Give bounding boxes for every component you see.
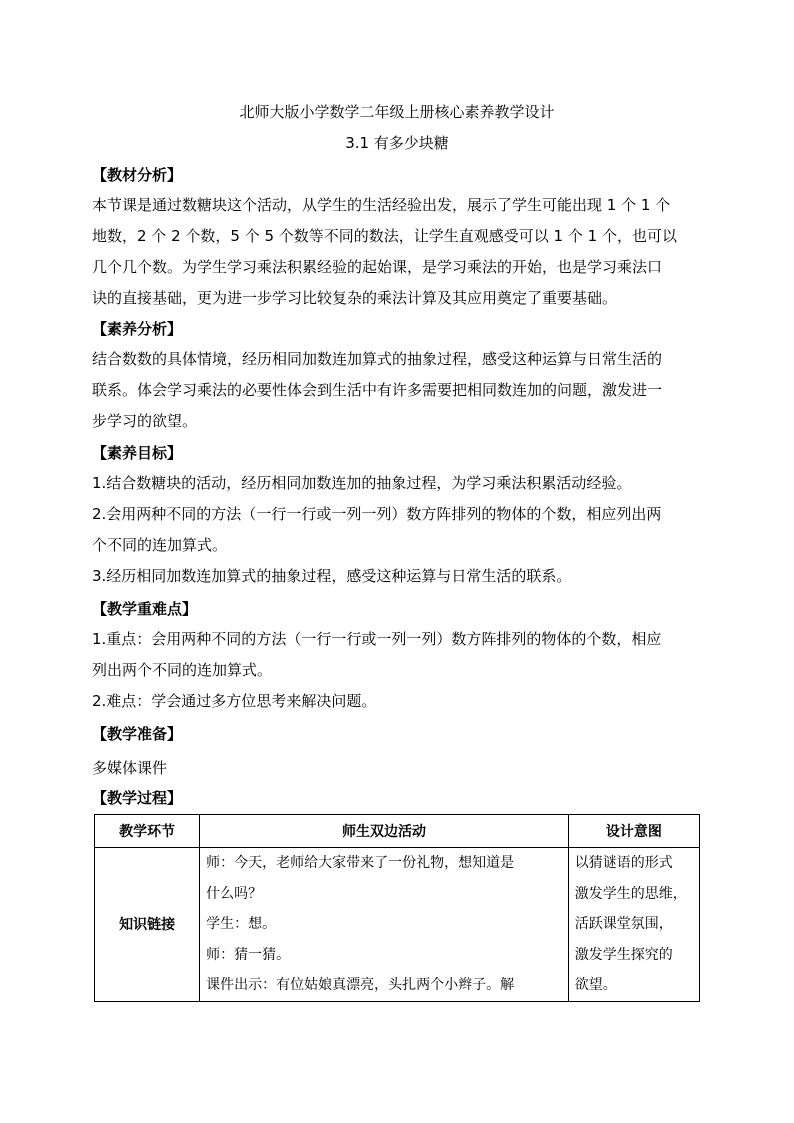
key-points-heading: 【教学重难点】 (92, 600, 198, 618)
key-point-line: 1.重点：会用两种不同的方法（一行一行或一列一列）数方阵排列的物体的个数，相应 (92, 630, 662, 648)
key-point-line: 2.难点：学会通过多方位思考来解决问题。 (92, 692, 377, 710)
header-activity: 师生双边活动 (200, 815, 569, 848)
key-points-paragraph (92, 624, 704, 717)
activity-line: 师：今天，老师给大家带来了一份礼物，想知道是 (206, 855, 515, 871)
stage-cell: 知识链接 (95, 848, 200, 1002)
literacy-line: 步学习的欲望。 (92, 412, 198, 430)
analysis-line: 几个几个数。为学生学习乘法积累经验的起始课，是学习乘法的开始，也是学习乘法口 (92, 258, 663, 276)
analysis-line: 诀的直接基础，更为进一步学习比较复杂的乘法计算及其应用奠定了重要基础。 (92, 289, 618, 307)
analysis-heading: 【教材分析】 (92, 166, 183, 184)
intent-line: 活跃课堂氛围， (574, 916, 673, 932)
teaching-process-table (94, 814, 700, 1002)
process-heading: 【教学过程】 (92, 789, 183, 807)
intent-cell (568, 848, 699, 1002)
intent-line: 激发学生探究的 (574, 946, 673, 963)
preparation-text: 多媒体课件 (92, 759, 168, 777)
literacy-line: 结合数数的具体情境，经历相同加数连加算式的抽象过程，感受这种运算与日常生活的 (92, 350, 663, 368)
goals-paragraph (92, 468, 704, 592)
analysis-line: 本节课是通过数糖块这个活动，从学生的生活经验出发，展示了学生可能出现 1 个 1 个 (92, 196, 671, 214)
preparation-heading: 【教学准备】 (92, 725, 183, 743)
intent-line: 激发学生的思维， (574, 885, 687, 902)
goal-line: 2.会用两种不同的方法（一行一行或一列一列）数方阵排列的物体的个数，相应列出两 (92, 505, 662, 523)
table-row (95, 848, 700, 1002)
analysis-paragraph (92, 190, 704, 314)
lesson-title: 3.1 有多少块糖 (345, 134, 449, 152)
literacy-heading: 【素养分析】 (92, 320, 183, 338)
intent-line: 以猜谜语的形式 (574, 855, 673, 871)
goal-line: 1.结合数糖块的活动，经历相同加数连加的抽象过程，为学习乘法积累活动经验。 (92, 474, 632, 492)
goals-heading: 【素养目标】 (92, 444, 183, 462)
activity-cell (200, 848, 569, 1002)
key-point-line: 列出两个不同的连加算式。 (92, 661, 273, 679)
table-header-row (95, 815, 700, 848)
header-intent: 设计意图 (568, 815, 699, 848)
header-stage: 教学环节 (95, 815, 200, 848)
goal-line: 3.经历相同加数连加算式的抽象过程，感受这种运算与日常生活的联系。 (92, 567, 572, 585)
activity-line: 课件出示：有位姑娘真漂亮，头扎两个小辫子。解 (206, 977, 515, 993)
intent-line: 欲望。 (574, 977, 617, 993)
literacy-paragraph (92, 344, 704, 437)
literacy-line: 联系。体会学习乘法的必要性体会到生活中有许多需要把相同数连加的问题，激发进一 (92, 381, 663, 399)
activity-line: 师：猜一猜。 (206, 946, 291, 963)
activity-line: 学生：想。 (206, 916, 277, 932)
activity-line: 什么吗？ (206, 885, 263, 902)
goal-line: 个不同的连加算式。 (92, 536, 228, 554)
analysis-line: 地数，2 个 2 个数，5 个 5 个数等不同的数法，让学生直观感受可以 1 个 1 个，也可以 (92, 227, 677, 245)
document-title: 北师大版小学数学二年级上册核心素养教学设计 (239, 103, 555, 121)
